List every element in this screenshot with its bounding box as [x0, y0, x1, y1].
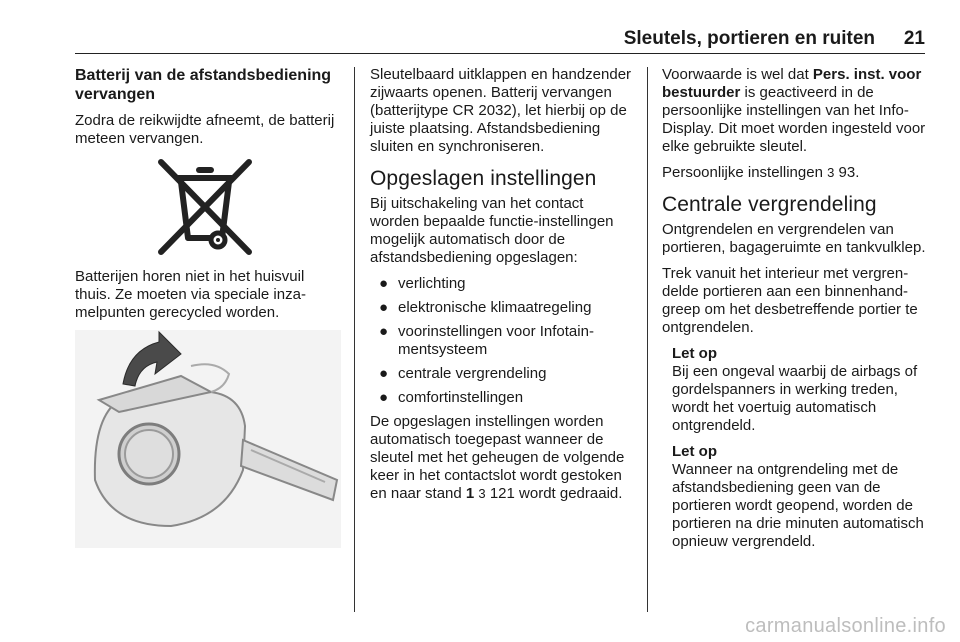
list-item: ● elektronische klimaatregeling	[379, 299, 592, 316]
list-item: ● comfortinstellingen	[379, 389, 524, 406]
chapter-title: Sleutels, portieren en ruiten	[623, 28, 875, 49]
paragraph: Persoonlijke instellingen 3 93.	[662, 164, 860, 181]
bullet: ●	[379, 365, 389, 382]
section-heading-central-locking: Centrale vergrendeling	[662, 193, 877, 216]
note-title: Let op	[672, 345, 717, 362]
section-heading-stored-settings: Opgeslagen instellingen	[370, 167, 597, 190]
list-item: ● centrale vergrendeling	[379, 365, 547, 382]
note-text: Wanneer na ontgrendeling met de afstandsbediening geen van de portieren wordt geopend, worden de portieren na drie minuten automatisch opnieuw vergrendeld.	[672, 461, 924, 550]
page-reference-icon: 3	[827, 165, 835, 180]
note-text: Bij een ongeval waarbij de airbags of gordelspanners in werking treden, wordt het voertuig automatisch ontgrendeld.	[672, 363, 918, 434]
column-divider-2	[647, 67, 648, 612]
header-rule	[75, 53, 925, 54]
paragraph: Zodra de reikwijdte afneemt, de batterij meteen vervangen.	[75, 112, 335, 147]
note-box	[672, 345, 930, 435]
page-number: 21	[903, 28, 925, 49]
paragraph: De opgeslagen instellingen worden automatisch toegepast wanneer de sleutel met het geheugen de volgende keer in het contactslot wordt gestoken en naar stand 1 3 121 wordt gedraaid.	[370, 413, 625, 502]
note-title: Let op	[672, 443, 717, 460]
list-item: ● verlichting	[379, 275, 466, 292]
column-3	[662, 66, 930, 559]
paragraph: Batterijen horen niet in het huisvuil thuis. Ze moeten via speciale inzamelpunten gerecycled worden.	[75, 268, 306, 321]
column-1	[75, 66, 341, 548]
remote-key-battery-illustration	[75, 330, 341, 548]
settings-list	[370, 275, 632, 407]
section-heading-battery: Batterij van de afstandsbediening vervangen	[75, 67, 332, 103]
bullet: ●	[379, 299, 389, 316]
column-2	[370, 66, 632, 511]
paragraph: Ontgrendelen en vergrendelen van portieren, bagageruimte en tankvulklep.	[662, 221, 926, 256]
paragraph: Trek vanuit het interieur met vergrendelde portieren aan een binnenhandgreep om het desbetreffende portier te ontgrendelen.	[662, 265, 918, 336]
recycle-bin-crossed-icon	[155, 156, 255, 258]
bullet: ●	[379, 323, 389, 340]
note-box	[672, 443, 930, 551]
list-item: ● voorinstellingen voor Infotainmentsysteem	[379, 323, 594, 358]
paragraph: Sleutelbaard uitklappen en handzender zijwaarts openen. Batterij vervangen (batterijtype CR 2032), let hierbij op de juiste plaatsing. Afstandsbediening sluiten en synchroniseren.	[370, 66, 632, 155]
bullet: ●	[379, 389, 389, 406]
watermark: carmanualsonline.info	[745, 615, 946, 637]
page-reference-icon: 3	[478, 486, 486, 501]
paragraph: Voorwaarde is wel dat Pers. inst. voor bestuurder is geactiveerd in de persoonlijke instellingen van het Info-Display. Dit moet worden ingesteld voor elke gebruikte sleutel.	[662, 66, 926, 155]
paragraph: Bij uitschakeling van het contact worden bepaalde functie-instellingen mogelijk automatisch door de afstandsbediening opgeslagen:	[370, 195, 614, 266]
page-header	[75, 28, 925, 52]
bullet: ●	[379, 275, 389, 292]
column-divider-1	[354, 67, 355, 612]
